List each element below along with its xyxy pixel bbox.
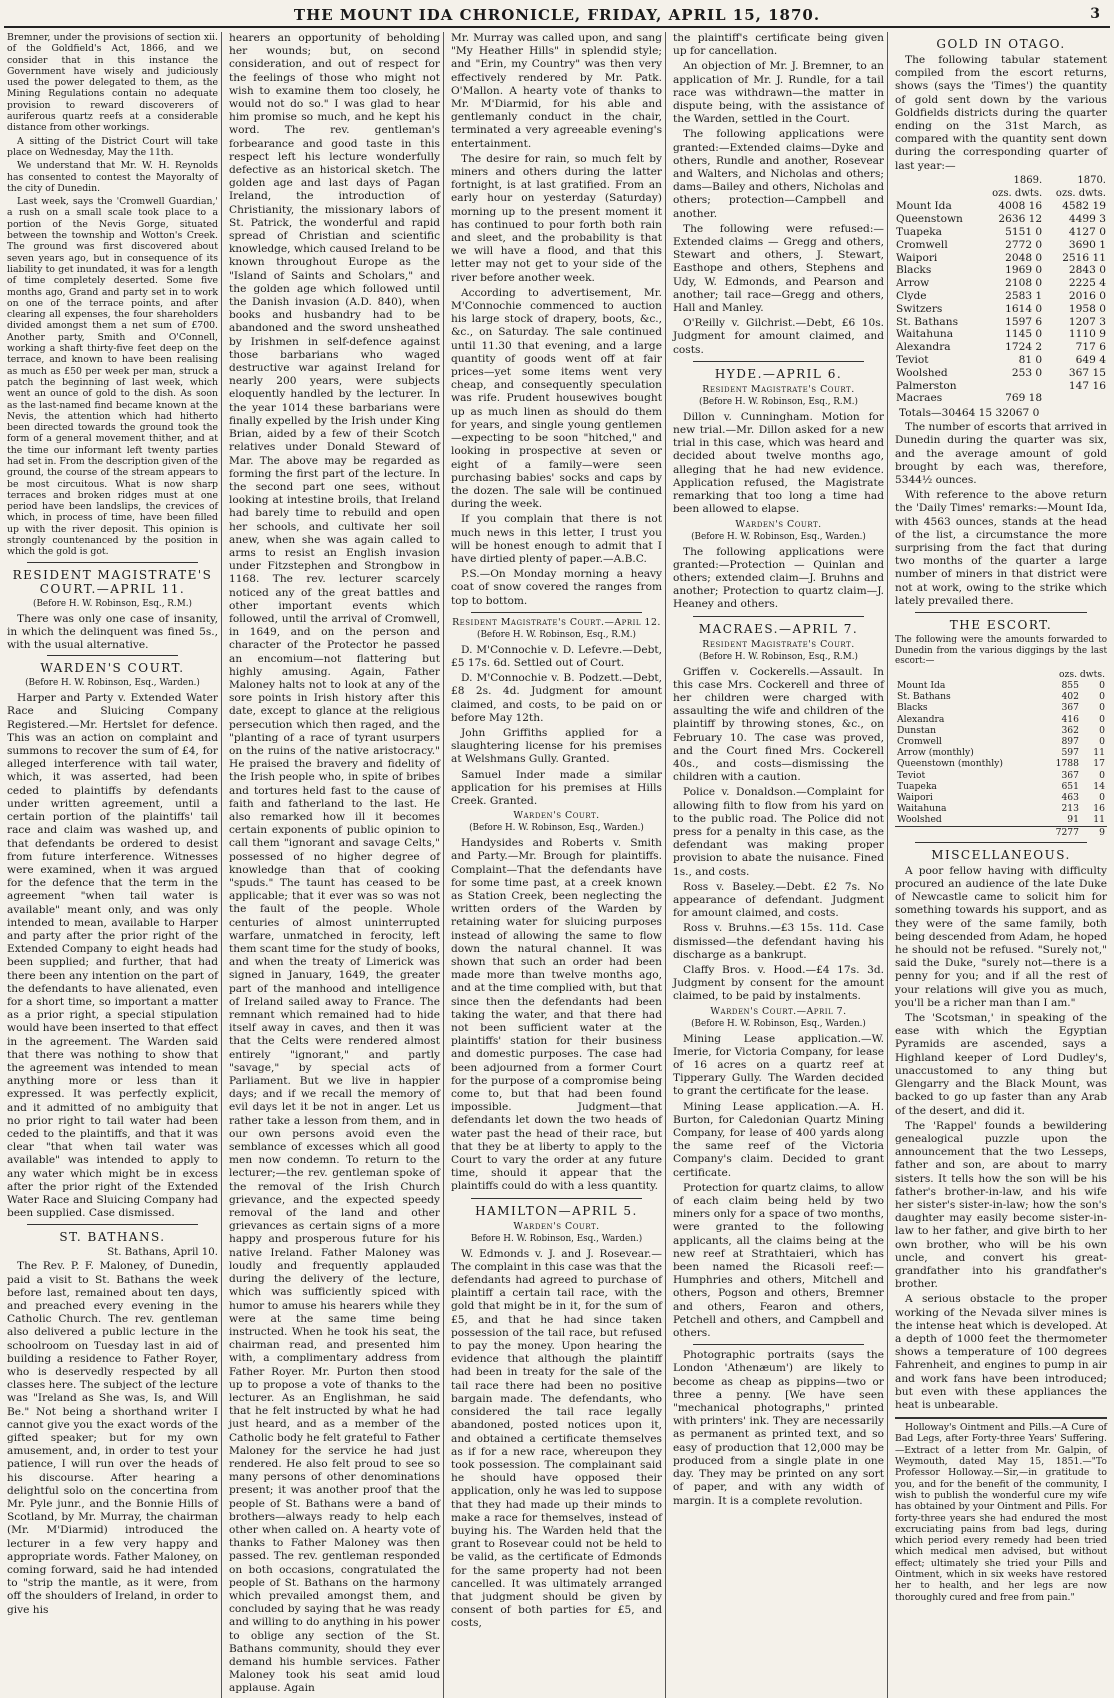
gold-1869: 1597 6 [1005,315,1043,328]
gold-1869 [979,380,1043,393]
district-name: Teviot [896,353,929,366]
bench-line: (Before H. W. Robinson, Esq., R.M.) [699,396,858,407]
gold-table-row [895,264,1107,277]
district-name: Woolshed [896,366,948,379]
gold-1869: 4008 16 [998,200,1043,213]
escort-table-row [895,814,1107,826]
bench-line: (Before H. W. Robinson, Esq., R.M.) [33,598,192,609]
article-mayoralty: We understand that Mr. W. H. Reynolds has consented to contest the Mayoralty of the city of Dunedin. [7,160,218,194]
article-district-court: A sitting of the District Court will take place on Wednesday, May the 11th. [7,135,218,158]
case-entry: The following applications were granted:—Protection — Quinlan and others; extended claim—J. Bruhns and another; Protection to quartz claim—J. Heaney and others. [673,545,884,611]
section-subheading: Resident Magistrate's Court.—April 12. [452,616,661,628]
gold-1869: 769 18 [1005,392,1043,405]
gold-table-row [895,328,1107,341]
unit-label: ozs. dwts. [992,187,1043,199]
escort-dwts: 0 [1099,769,1105,781]
escort-table-row [895,725,1107,736]
escort-ounces: 1788 [1055,758,1079,770]
escort-dwts: 0 [1099,713,1105,725]
case-entry: Dillon v. Cunningham. Motion for new trial.—Mr. Dillon asked for a new trial in this case, which was heard and decided about twelve months ago, alleging that he had new evidence. Application refused, the Magistrate remarking that too long a time had been allowed to elapse. [673,410,884,516]
escort-ounces: 651 [1061,780,1079,792]
escort-table-row [895,691,1107,702]
escort-total-row [895,826,1107,838]
escort-table-row [895,736,1107,747]
gold-1870: 4499 3 [1068,213,1106,226]
section-heading-miscellaneous: MISCELLANEOUS. [931,847,1071,862]
gold-1870 [1043,392,1107,405]
case-entry: Ross v. Baseley.—Debt. £2 7s. No appearance of defendant. Judgment for amount claimed, and costs. [673,880,884,920]
holloway-advertisement [895,1417,1107,1603]
case-entry: Samuel Inder made a similar application for his premises at Hills Creek. Granted. [451,768,662,807]
case-entry: Mining Lease application.—A. H. Burton, for Caledonian Quartz Mining Company, for lease of 400 yards along the same reef of the Victoria Company's claim. Decided to grant certificate. [673,1100,884,1179]
case-entry: An objection of Mr. J. Bremner, to an application of Mr. J. Rundle, for a tail race was withdrawn—the matter in dispute being, with the assistance of the Warden, settled in the Court. [673,60,884,126]
gold-1870: 147 16 [1068,379,1106,392]
escort-dwts: 11 [1093,747,1105,759]
escort-ounces: 855 [1061,680,1079,691]
section-heading-st-bathans: ST. BATHANS. [59,1230,166,1245]
gold-table-row [895,316,1107,329]
bench-line: Before H. W. Robinson, Esq., Warden.) [470,1233,643,1244]
gold-table-row [895,290,1107,303]
column-4 [670,32,888,1698]
district-name: Switzers [896,302,943,315]
masthead [0,0,1114,30]
divider [47,655,178,656]
gold-1869: 1614 0 [1005,302,1043,315]
section-subheading: Warden's Court. [513,1220,600,1232]
escort-ounces: 367 [1061,769,1079,781]
gold-table-row [895,354,1107,367]
unit-label: ozs. dwts. [1055,187,1106,199]
escort-ounces: 597 [1061,747,1079,759]
column-2 [226,32,444,1698]
gold-1869: 1145 0 [1005,328,1043,341]
escort-ounces: 463 [1061,792,1079,804]
bench-line: (Before H. W. Robinson, Esq., Warden.) [691,531,866,542]
digging-name: Tuapeka [897,780,937,792]
digging-name: Arrow (monthly) [897,747,974,759]
district-name: Waitahuna [896,328,954,341]
article-postscript: P.S.—On Monday morning a heavy coat of snow covered the ranges from top to bottom. [451,568,662,607]
article-maloney-lecture-cont: hearers an opportunity of beholding her wounds; but, on second consideration, and out of respect for the feelings of those who might not wish to examine them too closely, he would not do so." I was glad to hear him promise so much, and he kept his word. The rev. gentleman's forbearance and good taste in this respect left his lecture wonderfully defective as an historical sketch. The golden age and last days of Pagan Ireland, the introduction of Christianity, the missionary labors of St. Patrick, the wonderful and rapid spread of Christian and scientific knowledge, which caused Ireland to be known throughout Europe as the "Island of Saints and Scholars," and the golden age which followed until the Danish invasion (A.D. 840), when books and husbandry had to be abandoned and the sword unsheathed by Irishmen in self-defence against those barbarians who waged destructive war against Ireland for nearly 200 years, were subjects eloquently handled by the lecturer. In the year 1014 these barbarians were finally expelled by the Irish under King Brian, aided by a few of their Scotch relatives under Donald Steward of Mar. The above may be regarded as forming the first part of the lecture. In the second part one sees, without looking at intestine broils, that Ireland had barely time to rebuild and open her schools, and cultivate her soil anew, when she was again called to arms to resist an English invasion under Fitzstephen and Strongbow in 1168. The rev. lecturer scarcely noticed any of the great battles and other important events which followed, until the arrival of Cromwell, in 1649, and on the person and character of the Protector he passed an encomium—not flattering but highly amusing. Again, Father Maloney halts not to look at any of the sore points in Irish history after this date, except to glance at the religious persecution which then raged, and the "planting of a race of tyrant usurpers on the ruins of the native aristocracy." He praised the bravery and fidelity of the Irish people who, in spite of bribes and tortures held fast to the cause of faith and fatherland to the last. He also remarked how ill it becomes certain exponents of public opinion to call them "ignorant and savage Celts," possessed of no higher degree of knowledge than that of cooking "spuds." The taunt has ceased to be applicable; that it ever was so was not the fault of the people. Whole centuries of almost uninterrupted warfare, unmatched in ferocity, left them scant time for the study of books, and when the treaty of Limerick was signed in January, 1649, the greater part of the manhood and intelligence of Ireland sailed away to France. The remnant which remained had to hide itself away in caves, and then it was that the Celts were rendered almost entirely "ignorant," and partly "savage," by special acts of Parliament. But we live in happier days; and if we recall the memory of evil days let it be not in anger. Let us rather take a lesson from them, and in our own persons avoid even the semblance of excesses which all good men now condemn. To return to the lecturer;—the rev. gentleman spoke of the removal of the Irish Church grievance, and the expected speedy removal of the land and other grievances as certain signs of a more happy and prosperous future for his native Ireland. Father Maloney was loudly and frequently applauded during the delivery of the lecture, which was sufficiently spiced with humor to amuse his hearers while they were at the same time being instructed. When he took his seat, the chairman read, and presented him with, a complimentary address from Father Royer. Mr. Purton then stood up to propose a vote of thanks to the lecturer. As an Englishman, he said that he felt instructed by what he had just heard, and as a member of the Catholic body he felt grateful to Father Maloney for the service he had just rendered. He also felt proud to see so many persons of other denominations present; it was another proof that the people of St. Bathans were a band of brothers—always ready to help each other when called on. A hearty vote of thanks to Father Maloney was then passed. The rev. gentleman responded on both occasions, congratulated the people of St. Bathans on the harmony which prevailed amongst them, and concluded by saying that he was ready and willing to do anything in his power to oblige any section of the St. Bathans community, should they ever demand his humble services. Father Maloney took his seat amid loud applause. Again [229,32,440,1695]
case-entry: Claffy Bros. v. Hood.—£4 17s. 3d. Judgment by consent for the amount claimed, to be paid by instalments. [673,963,884,1003]
gold-totals: Totals—30464 15 32067 0 [899,407,1040,420]
escort-total-ounces: 7277 [1055,826,1079,838]
escort-ounces: 897 [1061,736,1079,748]
gold-1870: 2016 0 [1068,290,1106,302]
gold-table-row [895,341,1107,354]
gold-1870: 4582 19 [1062,200,1106,213]
gold-table-row [895,252,1107,265]
district-name: Macraes [896,392,943,405]
case-entry: Griffen v. Cockerells.—Assault. In this case Mrs. Cockerell and three of her children were charged with assaulting the wife and children of the plaintiff by throwing stones, &c., on February 10. The case was proved, and the Court fined Mrs. Cockerell 40s., and costs—dismissing the children with a caution. [673,665,884,784]
gold-table-row [895,367,1107,380]
section-subheading: Warden's Court.—April 7. [710,1005,847,1017]
escort-ounces: 416 [1061,713,1079,725]
gold-escorts-note: The number of escorts that arrived in Dunedin during the quarter was six, and the average amount of gold brought by each was, therefore, 5344½ ounces. [895,421,1107,486]
escort-table-row [895,758,1107,769]
bench-line: (Before H. W. Robinson, Esq., Warden.) [691,1018,866,1029]
section-subheading: Resident Magistrate's Court. [702,638,855,650]
escort-dwts: 0 [1099,691,1105,703]
gold-1870: 2843 0 [1068,264,1106,277]
escort-table-row [895,792,1107,803]
section-heading-wardens-court: WARDEN'S COURT. [40,661,185,676]
district-name: Waipori [896,251,938,264]
district-name: Arrow [896,277,930,290]
escort-table-row [895,781,1107,792]
divider [27,1224,198,1225]
digging-name: St. Bathans [897,691,951,703]
section-heading-gold-in-otago: GOLD IN OTAGO. [936,37,1066,51]
digging-name: Teviot [897,769,926,781]
gold-1869: 2583 1 [1005,290,1043,302]
gold-1869: 253 0 [1011,366,1043,379]
article-rm-insanity: There was only one case of insanity, in which the delinquent was fined 5s., with the usual alternative. [7,612,218,652]
article-rain: The desire for rain, so much felt by miners and others during the latter fortnight, is at last gratified. From an early hour on yesterday (Saturday) morning up to the present moment it has continued to pour forth both rain and sleet, and the probability is that we will have a flood, and that this letter may not get to your side of the river before another week. [451,152,662,284]
divider [471,612,642,613]
gold-1869: 2048 0 [1005,251,1043,264]
district-name: Mount Ida [896,200,952,213]
district-name: Blacks [896,264,932,277]
article-maloney-lecture: The Rev. P. F. Maloney, of Dunedin, paid a visit to St. Bathans the week before last, remained about ten days, and preached every evening in the Catholic Church. The rev. gentleman also delivered a public lecture in the schoolroom on Tuesday last in aid of building a residence to Father Royer, who is deservedly respected by all classes here. The subject of the lecture was "Ireland as She was, Is, and Will Be." Not being a shorthand writer I cannot give you the exact words of the gifted speaker; but for my own amusement, and, in order to test your patience, I will run over the heads of his discourse. After hearing a delightful solo on the concertina from Mr. Pyle junr., and the Bonnie Hills of Scotland, by Mr. Murray, the chairman (Mr. M'Diarmid) introduced the lecturer in a few very happy and appropriate words. Father Maloney, on coming forward, said he had intended to "strip the mantle, as it were, from off the shoulders of Ireland, in order to give his [7,1260,218,1616]
digging-name: Mount Ida [897,680,946,691]
district-name: Clyde [896,290,927,302]
gold-table-units [895,188,1107,201]
year-1869: 1869. [1013,174,1043,186]
district-name: Tuapeka [896,226,942,239]
gold-1870: 1110 9 [1068,328,1106,341]
digging-name: Waipori [897,792,933,804]
divider [693,1344,864,1345]
escort-units-row [895,669,1107,680]
gold-1869: 5151 0 [1005,226,1043,239]
gold-1869: 2108 0 [1005,277,1043,290]
gold-daily-times-remark: With reference to the above return the 'Daily Times' remarks:—Mount Ida, with 4563 ounces, stands at the head of the list, a circumstance the more surprising from the fact that during two months of the quarter a large number of miners in that district were not at work, owing to the strike which lately prevailed there. [895,489,1107,607]
article-nevis-rush: Last week, says the 'Cromwell Guardian,' a rush on a small scale took place to a portion of the Nevis Gorge, situated between the township and Wotton's Creek. The ground was first discovered about seven years ago, but in consequence of its liability to get inundated, it was for a length of time completely deserted. Some five months ago, Grand and party set in to work on one of the terrace points, and after clearing all expenses, the four shareholders divided amongst them a net sum of £700. Another party, Smith and O'Connell, working a shaft thirty-five feet deep on the terrace, and known to have been realising as much as £50 per week per man, struck a patch the beginning of last week, which went an ounce of gold to the dish. As soon as the last-named find became known at the Nevis, the attention which had hitherto been directed towards the ground took the form of a general movement thither, and at the time our informant left twenty parties had set in. From the description given of the ground, the course of the stream appears to be most circuitous. What is now sharp terraces and broken ridges must at one period have been landslips, the crevices of which, in process of time, have been filled up with the river deposit. This opinion is strongly countenanced by the position in which the gold is got. [7,196,218,558]
gold-table-row [895,226,1107,239]
escort-ounces: 213 [1061,803,1079,815]
gold-1870: 3690 1 [1068,238,1106,251]
article-bremner-reward: Bremner, under the provisions of section xii. of the Goldfield's Act, 1866, and we consider that in this instance the Government have wisely and judiciously used the power delegated to them, as the Mining Regulations contain no adequate provision to reward discoverers of auriferous quartz reefs at a considerable distance from other workings. [7,32,218,134]
gold-1870: 2225 4 [1068,277,1106,290]
gold-intro: The following tabular statement compiled from the escort returns, shows (says the 'Times') the quantity of gold sent down by the various Goldfields districts during the quarter ending on the 31st March, as compared with the quantity sent down during the corresponding quarter of last year:— [895,54,1107,172]
masthead-rule [4,26,1110,28]
escort-ounces: 362 [1061,724,1079,736]
gold-table-row [895,277,1107,290]
article-letter-close: If you complain that there is not much news in this letter, I trust you will be honest enough to admit that I have dirtied plenty of paper.—A.B.C. [451,513,662,565]
gold-1869: 2636 12 [998,213,1043,226]
gold-1870: 717 6 [1075,341,1106,354]
divider [693,361,864,362]
digging-name: Queenstown (monthly) [897,758,1003,770]
section-heading-hamilton: HAMILTON—APRIL 5. [475,1203,638,1218]
digging-name: Dunstan [897,724,937,736]
article-edmonds-cont: the plaintiff's certificate being given up for cancellation. [673,32,884,58]
newspaper-title: THE MOUNT IDA CHRONICLE, FRIDAY, APRIL 15, 1870. [293,6,821,24]
gold-1870: 367 15 [1068,366,1106,379]
escort-dwts: 0 [1099,736,1105,748]
escort-table-row [895,702,1107,713]
case-entry: Mining Lease application.—W. Imerie, for Victoria Company, for lease of 16 acres on a quartz reef at Tipperary Gully. The Warden decided to grant the certificate for the lease. [673,1032,884,1098]
digging-name: Woolshed [897,814,942,826]
case-entry: The following applications were granted:—Extended claims—Dyke and others, Rundle and another, Rosevear and Walters, and Nicholas and others; dams—Bailey and others, Nicholas and others; protection—Campbell and another. [673,128,884,220]
section-subheading: Warden's Court. [735,518,822,530]
escort-total-spacer [895,826,1054,838]
gold-1870: 4127 0 [1068,226,1106,239]
article-handysides-case: Handysides and Roberts v. Smith and Party.—Mr. Brough for plaintiffs. Complaint—That the defendants have for some time past, at a creek known as Station Creek, been neglecting the written orders of the Warden by retaining water for sluicing purposes instead of allowing the same to flow down the natural channel. It was shown that such an order had been made more than twelve months ago, and at the time complied with, but that since then the defendants had been taking the water, and that there had not been sufficient water at the plaintiffs' station for their business and domestic purposes. The case had been adjourned from a former Court for the purpose of a compromise being come to, but that had been found impossible. Judgment—that defendants let down the two heads of water past the head of their race, but that they be at liberty to apply to the Court to vary the order at any future time, should it appear that the plaintiffs could do with a less quantity. [451,837,662,1193]
district-name: Alexandra [896,341,951,354]
news-columns [4,32,1110,1695]
escort-dwts: 0 [1099,680,1105,691]
escort-dwts: 0 [1099,724,1105,736]
district-name: Cromwell [896,238,948,251]
column-5 [892,32,1110,1698]
gold-table-row [895,303,1107,316]
escort-table-row [895,680,1107,691]
gold-1869: 81 0 [1018,353,1043,366]
escort-dwts: 0 [1099,792,1105,804]
district-name: Palmerston [896,379,957,392]
digging-name: Cromwell [897,736,942,748]
escort-total-dwts: 9 [1081,826,1107,838]
misc-duke-newcastle: A poor fellow having with difficulty procured an audience of the late Duke of Newcastle came to solicit him for something towards his support, and as they were of the same family, both being descended from Adam, he hoped he should not be refused. "Surely not," said the Duke, "surely not—there is a penny for you; and if all the rest of your relations will give you as much, you'll be a richer man than I am." [895,864,1107,1009]
section-subheading: Resident Magistrate's Court. [702,383,855,395]
case-entry: Protection for quartz claims, to allow of each claim being held by two miners only for a space of two months, were granted to the following applicants, all the claims being at the new reef at Strathtaieri, which has been named the Ricasoli reef:—Humphries and others, Mitchell and others, Pogson and others, Bremner and others, Fearon and others, Petchell and others, and Campbell and others. [673,1181,884,1340]
gold-1870: 649 4 [1075,353,1106,366]
section-heading-hyde: HYDE.—APRIL 6. [714,366,843,381]
digging-name: Alexandra [897,713,945,725]
article-harper-v-extended: Harper and Party v. Extended Water Race and Sluicing Company Registered.—Mr. Hertslet for defence. This was an action on complaint and summons to recover the sum of £4, for alleged interference with tail water, which, it was asserted, had been ceded to plaintiffs by defendants under written agreement, until a certain portion of the plaintiffs' tail race and claim was washed up, and that defendants be ordered to desist from future interference. Witnesses were examined, when it was argued for the defence that the term in the agreement "when tail water is available" meant only, and was only intended to mean, available to Harper and party after the prior right of the Extended Company to eight heads had been supplied; and further, that had there been any intention on the part of the defendants to have alienated, even for a short time, so important a matter as a prior right, a special stipulation would have been inserted to that effect in the agreement. The Warden said that there was nothing to show that the agreement was intended to mean anything more or less than it expressed. It was perfectly explicit, and it admitted of no ambiguity that no prior right to tail water had been ceded to the plaintiffs, and that it was clear "that when tail water was available" was intended to apply to any water which might be in excess after the prior right of the Extended Water Race and Sluicing Company had been supplied. Case dismissed. [7,692,219,1220]
escort-table-row [895,714,1107,725]
case-entry: O'Reilly v. Gilchrist.—Debt, £6 10s. Judgment for amount claimed, and costs. [673,317,884,356]
gold-1870: 2516 11 [1062,251,1106,264]
gold-table-row [895,200,1107,213]
escort-ounces: 91 [1067,814,1079,826]
column-3 [448,32,666,1698]
unit-label: ozs. dwts. [1058,668,1105,680]
divider [471,1198,642,1199]
divider [915,842,1087,843]
article-evening-close: Mr. Murray was called upon, and sang "My Heather Hills" in splendid style; and "Erin, my Country" was then very effectively rendered by Mr. Patk. O'Mallon. A hearty vote of thanks to Mr. M'Diarmid, for his able and gentlemanly conduct in the chair, terminated a very agreeable evening's entertainment. [451,32,662,150]
escort-table-row [895,803,1107,814]
article-photographic-portraits: Photographic portraits (says the London 'Athenæum') are likely to become as cheap as pippins—two or three a penny. [We have seen "mechanical photographs," printed with printers' ink. They are necessarily as permanent as printed text, and so easy of production that 12,000 may be produced from a single plate in one day. They may be printed on any sort of paper, and with any width of margin. It is a complete revolution. [673,1349,884,1507]
escort-ounces: 402 [1061,691,1079,703]
bench-line: (Before H. W. Robinson, Esq., Warden.) [25,678,200,689]
escort-ounces: 367 [1061,702,1079,714]
page-number: 3 [1090,6,1100,22]
bench-line: (Before H. W. Robinson, Esq., Warden.) [469,823,644,834]
digging-name: Waitahuna [897,803,947,815]
bench-line: (Before H. W. Robinson, Esq., R.M.) [699,651,858,662]
divider [915,612,1087,613]
gold-1870: 1207 3 [1068,315,1106,328]
section-heading-macraes: MACRAES.—APRIL 7. [698,621,859,636]
gold-table [895,175,1107,405]
section-heading-escort: THE ESCORT. [949,618,1053,633]
escort-table [895,669,1107,838]
gold-1869: 1969 0 [1005,264,1043,277]
article-edmonds-case: W. Edmonds v. J. and J. Rosevear.—The complaint in this case was that the defendants had agreed to purchase of plaintiff a certain tail race, with the gold that might be in it, for the sum of £5, and that he had since taken possession of the tail race, but refused to pay the money. Upon hearing the evidence that although the plaintiff had been in treaty for the sale of the tail race there had been no positive bargain made. The defendants, who considered the tail race legally abandoned, posted notices upon it, and obtained a certificate themselves as if for a new race, whereupon they took possession. The complainant said he should have opposed their application, only he was led to suppose that they had made up their minds to make a race for themselves, instead of buying his. The Warden held that the grant to Rosevear could not be held to be valid, as the certificate of Edmonds for the same property had not been cancelled. It was ultimately arranged that judgment should be given by consent of both parties for £5, and costs, [451,1247,662,1630]
dateline: St. Bathans, April 10. [107,1247,218,1259]
digging-name: Blacks [897,702,928,714]
advert-text: Holloway's Ointment and Pills.—A Cure of Bad Legs, after Forty-three Years' Suffering.—Extract of a letter from Mr. Galpin, of Weymouth, dated May 15, 1851.—"To Professor Holloway.—Sir,—in gratitude to you, and for the benefit of the community, I wish to publish the wonderful cure my wife has obtained by your Ointment and Pills. For forty-three years she had endured the most excruciating pains from bad legs, during which period every remedy had been tried which medical men advised, but without effect; ultimately she tried your Pills and Ointment, which in six weeks have restored her to health, and her legs are now thoroughly cured and free from pain." [895,1422,1107,1603]
escort-dwts: 16 [1093,803,1105,815]
divider [27,562,198,563]
divider [693,616,864,617]
gold-table-row [895,392,1107,405]
case-entry: Ross v. Bruhns.—£3 15s. 11d. Case dismissed—the defendant having his discharge as a bankrupt. [673,922,884,961]
gold-1869: 2772 0 [1005,238,1043,251]
gold-table-years [895,175,1107,188]
escort-intro: The following were the amounts forwarded to Dunedin from the various diggings by the last escort:— [895,635,1107,667]
case-entry: Police v. Donaldson.—Complaint for allowing filth to flow from his yard on to the public road. The Police did not press for a penalty in this case, as the defendant was making proper provision to abate the nuisance. Fined 1s., and costs. [673,786,884,878]
case-entry: D. M'Connochie v. B. Podzett.—Debt, £8 2s. 4d. Judgment for amount claimed, and costs, to be paid on or before May 12th. [451,672,662,724]
misc-nevada-mines: A serious obstacle to the proper working of the Nevada silver mines is the intense heat which is developed. At a depth of 1000 feet the thermometer shows a temperature of 100 degrees Fahrenheit, and engines to pump in air and work fans have been introduced; but even with these appliances the heat is unbearable. [895,1293,1107,1411]
gold-1869: 1724 2 [1005,341,1043,354]
escort-dwts: 0 [1099,702,1105,714]
gold-table-row [895,380,1107,393]
case-entry: D. M'Connochie v. D. Lefevre.—Debt, £5 17s. 6d. Settled out of Court. [451,643,662,669]
column-1 [4,32,222,1698]
misc-lesseps: The 'Rappel' founds a bewildering genealogical puzzle upon the announcement that the two Lesseps, father and son, are about to marry sisters. It tells how the son will be his father's brother-in-law, and his wife her sister's sister-in-law; how the son's daughter may easily become sister-in-law to her father, and give birth to her own brother, who will be his own uncle, and convert his great-grandfather into his grandfather's brother. [895,1119,1107,1291]
gold-table-row [895,239,1107,252]
gold-table-row [895,213,1107,226]
bench-line: (Before H. W. Robinson, Esq., R.M.) [477,629,636,640]
article-auction: According to advertisement, Mr. M'Connochie commenced to auction his large stock of drapery, boots, &c., &c., on Saturday. The sale continued until 11.30 that evening, and a large quantity of goods went off at fair prices—yet some items went very cheap, and consequently speculation was rife. Prudent housewives bought up as much linen as should do them for years, and single young gentlemen—expecting to be soon "hitched," and looking in prospective at seven or eight of a family—were seen purchasing babies' socks and caps by the dozen. The sale will be continued during the week. [451,286,662,511]
case-entry: The following were refused:—Extended claims — Gregg and others, Stewart and others, J. Stewart, Easthope and others, Stephens and Udy, W. Edmonds, and Pearson and another; tail race—Gregg and others, Hall and Manley. [673,222,884,315]
escort-table-row [895,747,1107,758]
year-1870: 1870. [1077,174,1106,186]
section-subheading: Warden's Court. [513,810,600,822]
case-entry: John Griffiths applied for a slaughtering license for his premises at Welshmans Gully. Granted. [451,726,662,766]
district-name: Queenstown [896,213,963,226]
misc-pyramids: The 'Scotsman,' in speaking of the ease with which the Egyptian Pyramids are ascended, says a Highland keeper of Lord Dudley's, unaccustomed to any thing but Glengarry and the Black Mount, was backed to go up faster than any Arab of the desert, and did it. [895,1012,1107,1117]
escort-dwts: 14 [1093,780,1105,792]
escort-dwts: 17 [1093,758,1105,770]
escort-table-row [895,770,1107,781]
section-heading-rm-court: RESIDENT MAGISTRATE'S COURT.—APRIL 11. [12,567,213,596]
gold-1870: 1958 0 [1068,302,1106,315]
escort-dwts: 11 [1093,814,1105,826]
district-name: St. Bathans [896,315,959,328]
